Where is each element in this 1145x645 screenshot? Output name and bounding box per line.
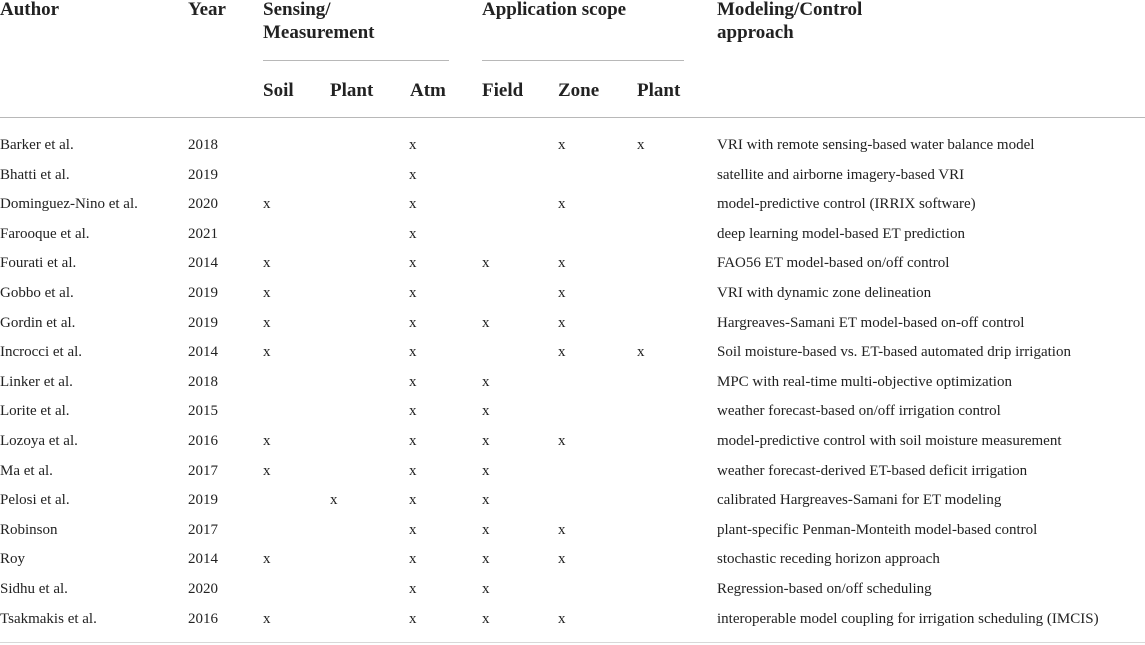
cell-atm-mark: x [409,196,417,212]
cell-zone-mark: x [558,285,566,301]
cell-field-mark: x [482,581,490,597]
cell-zone-mark: x [558,315,566,331]
cell-zone-mark: x [558,433,566,449]
subheader-atm: Atm [410,80,446,101]
cell-author: Fourati et al. [0,255,77,271]
cell-zone-mark: x [558,255,566,271]
cell-approach: Soil moisture-based vs. ET-based automated drip irrigation [717,344,1071,360]
cell-year: 2016 [188,611,218,627]
cell-year: 2014 [188,551,218,567]
subheader-field: Field [482,80,524,101]
cell-author: Pelosi et al. [0,492,70,508]
subheader-zone: Zone [558,80,600,101]
cell-author: Barker et al. [0,137,74,153]
cell-author: Lorite et al. [0,403,70,419]
cell-approach: Regression-based on/off scheduling [717,581,932,597]
cell-author: Gobbo et al. [0,285,74,301]
cell-field-mark: x [482,433,490,449]
cell-year: 2017 [188,463,218,479]
cell-year: 2019 [188,492,218,508]
table-bottom-rule [0,642,1145,643]
cell-atm-mark: x [409,492,417,508]
cell-approach: stochastic receding horizon approach [717,551,940,567]
cell-atm-mark: x [409,315,417,331]
cell-approach: satellite and airborne imagery-based VRI [717,167,965,183]
cell-approach: calibrated Hargreaves-Samani for ET modeling [717,492,1002,508]
cell-field-mark: x [482,403,490,419]
cell-plant-scope-mark: x [637,137,645,153]
cell-year: 2016 [188,433,218,449]
cell-atm-mark: x [409,463,417,479]
cell-field-mark: x [482,374,490,390]
cell-zone-mark: x [558,551,566,567]
cell-atm-mark: x [409,433,417,449]
cell-approach: VRI with dynamic zone delineation [717,285,932,301]
cell-plant-scope-mark: x [637,344,645,360]
cell-year: 2020 [188,196,218,212]
cell-approach: weather forecast-derived ET-based deficit irrigation [717,463,1028,479]
cell-atm-mark: x [409,226,417,242]
cell-year: 2019 [188,167,218,183]
cell-field-mark: x [482,255,490,271]
cell-approach: weather forecast-based on/off irrigation control [717,403,1001,419]
cell-year: 2014 [188,255,218,271]
cell-year: 2021 [188,226,218,242]
cell-field-mark: x [482,611,490,627]
header-sensing-line1: Sensing/ [263,0,331,20]
cell-atm-mark: x [409,374,417,390]
header-modeling-line2: approach [717,22,794,43]
cell-soil-mark: x [263,433,271,449]
cell-soil-mark: x [263,196,271,212]
cell-approach: model-predictive control with soil moisture measurement [717,433,1062,449]
cell-year: 2018 [188,137,218,153]
cell-soil-mark: x [263,255,271,271]
cell-year: 2015 [188,403,218,419]
cell-approach: model-predictive control (IRRIX software) [717,196,976,212]
cell-atm-mark: x [409,344,417,360]
sensing-group-rule [263,60,449,61]
cell-author: Linker et al. [0,374,73,390]
cell-soil-mark: x [263,315,271,331]
cell-atm-mark: x [409,581,417,597]
cell-author: Bhatti et al. [0,167,70,183]
subheader-soil: Soil [263,80,294,101]
cell-field-mark: x [482,522,490,538]
cell-year: 2019 [188,285,218,301]
cell-field-mark: x [482,315,490,331]
cell-author: Farooque et al. [0,226,90,242]
cell-zone-mark: x [558,137,566,153]
cell-author: Dominguez-Nino et al. [0,196,138,212]
cell-year: 2019 [188,315,218,331]
cell-author: Tsakmakis et al. [0,611,97,627]
cell-author: Ma et al. [0,463,53,479]
cell-soil-mark: x [263,285,271,301]
cell-atm-mark: x [409,522,417,538]
cell-approach: MPC with real-time multi-objective optimization [717,374,1012,390]
cell-author: Robinson [0,522,58,538]
cell-atm-mark: x [409,137,417,153]
cell-atm-mark: x [409,611,417,627]
cell-zone-mark: x [558,522,566,538]
cell-atm-mark: x [409,285,417,301]
cell-approach: plant-specific Penman-Monteith model-based control [717,522,1038,538]
cell-year: 2018 [188,374,218,390]
cell-approach: Hargreaves-Samani ET model-based on-off control [717,315,1025,331]
cell-atm-mark: x [409,167,417,183]
header-year: Year [188,0,226,20]
cell-zone-mark: x [558,196,566,212]
cell-atm-mark: x [409,255,417,271]
cell-author: Sidhu et al. [0,581,68,597]
header-author: Author [0,0,60,20]
cell-approach: VRI with remote sensing-based water balance model [717,137,1035,153]
header-modeling-line1: Modeling/Control [717,0,863,20]
cell-soil-mark: x [263,463,271,479]
cell-approach: FAO56 ET model-based on/off control [717,255,950,271]
subheader-plant: Plant [330,80,374,101]
subheader-plant-scope: Plant [637,80,681,101]
cell-zone-mark: x [558,611,566,627]
cell-zone-mark: x [558,344,566,360]
cell-year: 2017 [188,522,218,538]
header-bottom-rule [0,117,1145,118]
cell-author: Gordin et al. [0,315,76,331]
cell-atm-mark: x [409,403,417,419]
cell-field-mark: x [482,463,490,479]
cell-year: 2014 [188,344,218,360]
cell-approach: interoperable model coupling for irrigation scheduling (IMCIS) [717,611,1099,627]
cell-soil-mark: x [263,611,271,627]
cell-author: Roy [0,551,26,567]
cell-approach: deep learning model-based ET prediction [717,226,965,242]
cell-field-mark: x [482,492,490,508]
cell-field-mark: x [482,551,490,567]
cell-soil-mark: x [263,344,271,360]
cell-soil-mark: x [263,551,271,567]
cell-author: Incrocci et al. [0,344,83,360]
application-group-rule [482,60,684,61]
cell-atm-mark: x [409,551,417,567]
cell-author: Lozoya et al. [0,433,78,449]
header-sensing-line2: Measurement [263,22,375,43]
cell-plant-mark: x [330,492,338,508]
cell-year: 2020 [188,581,218,597]
header-application-scope: Application scope [482,0,627,20]
